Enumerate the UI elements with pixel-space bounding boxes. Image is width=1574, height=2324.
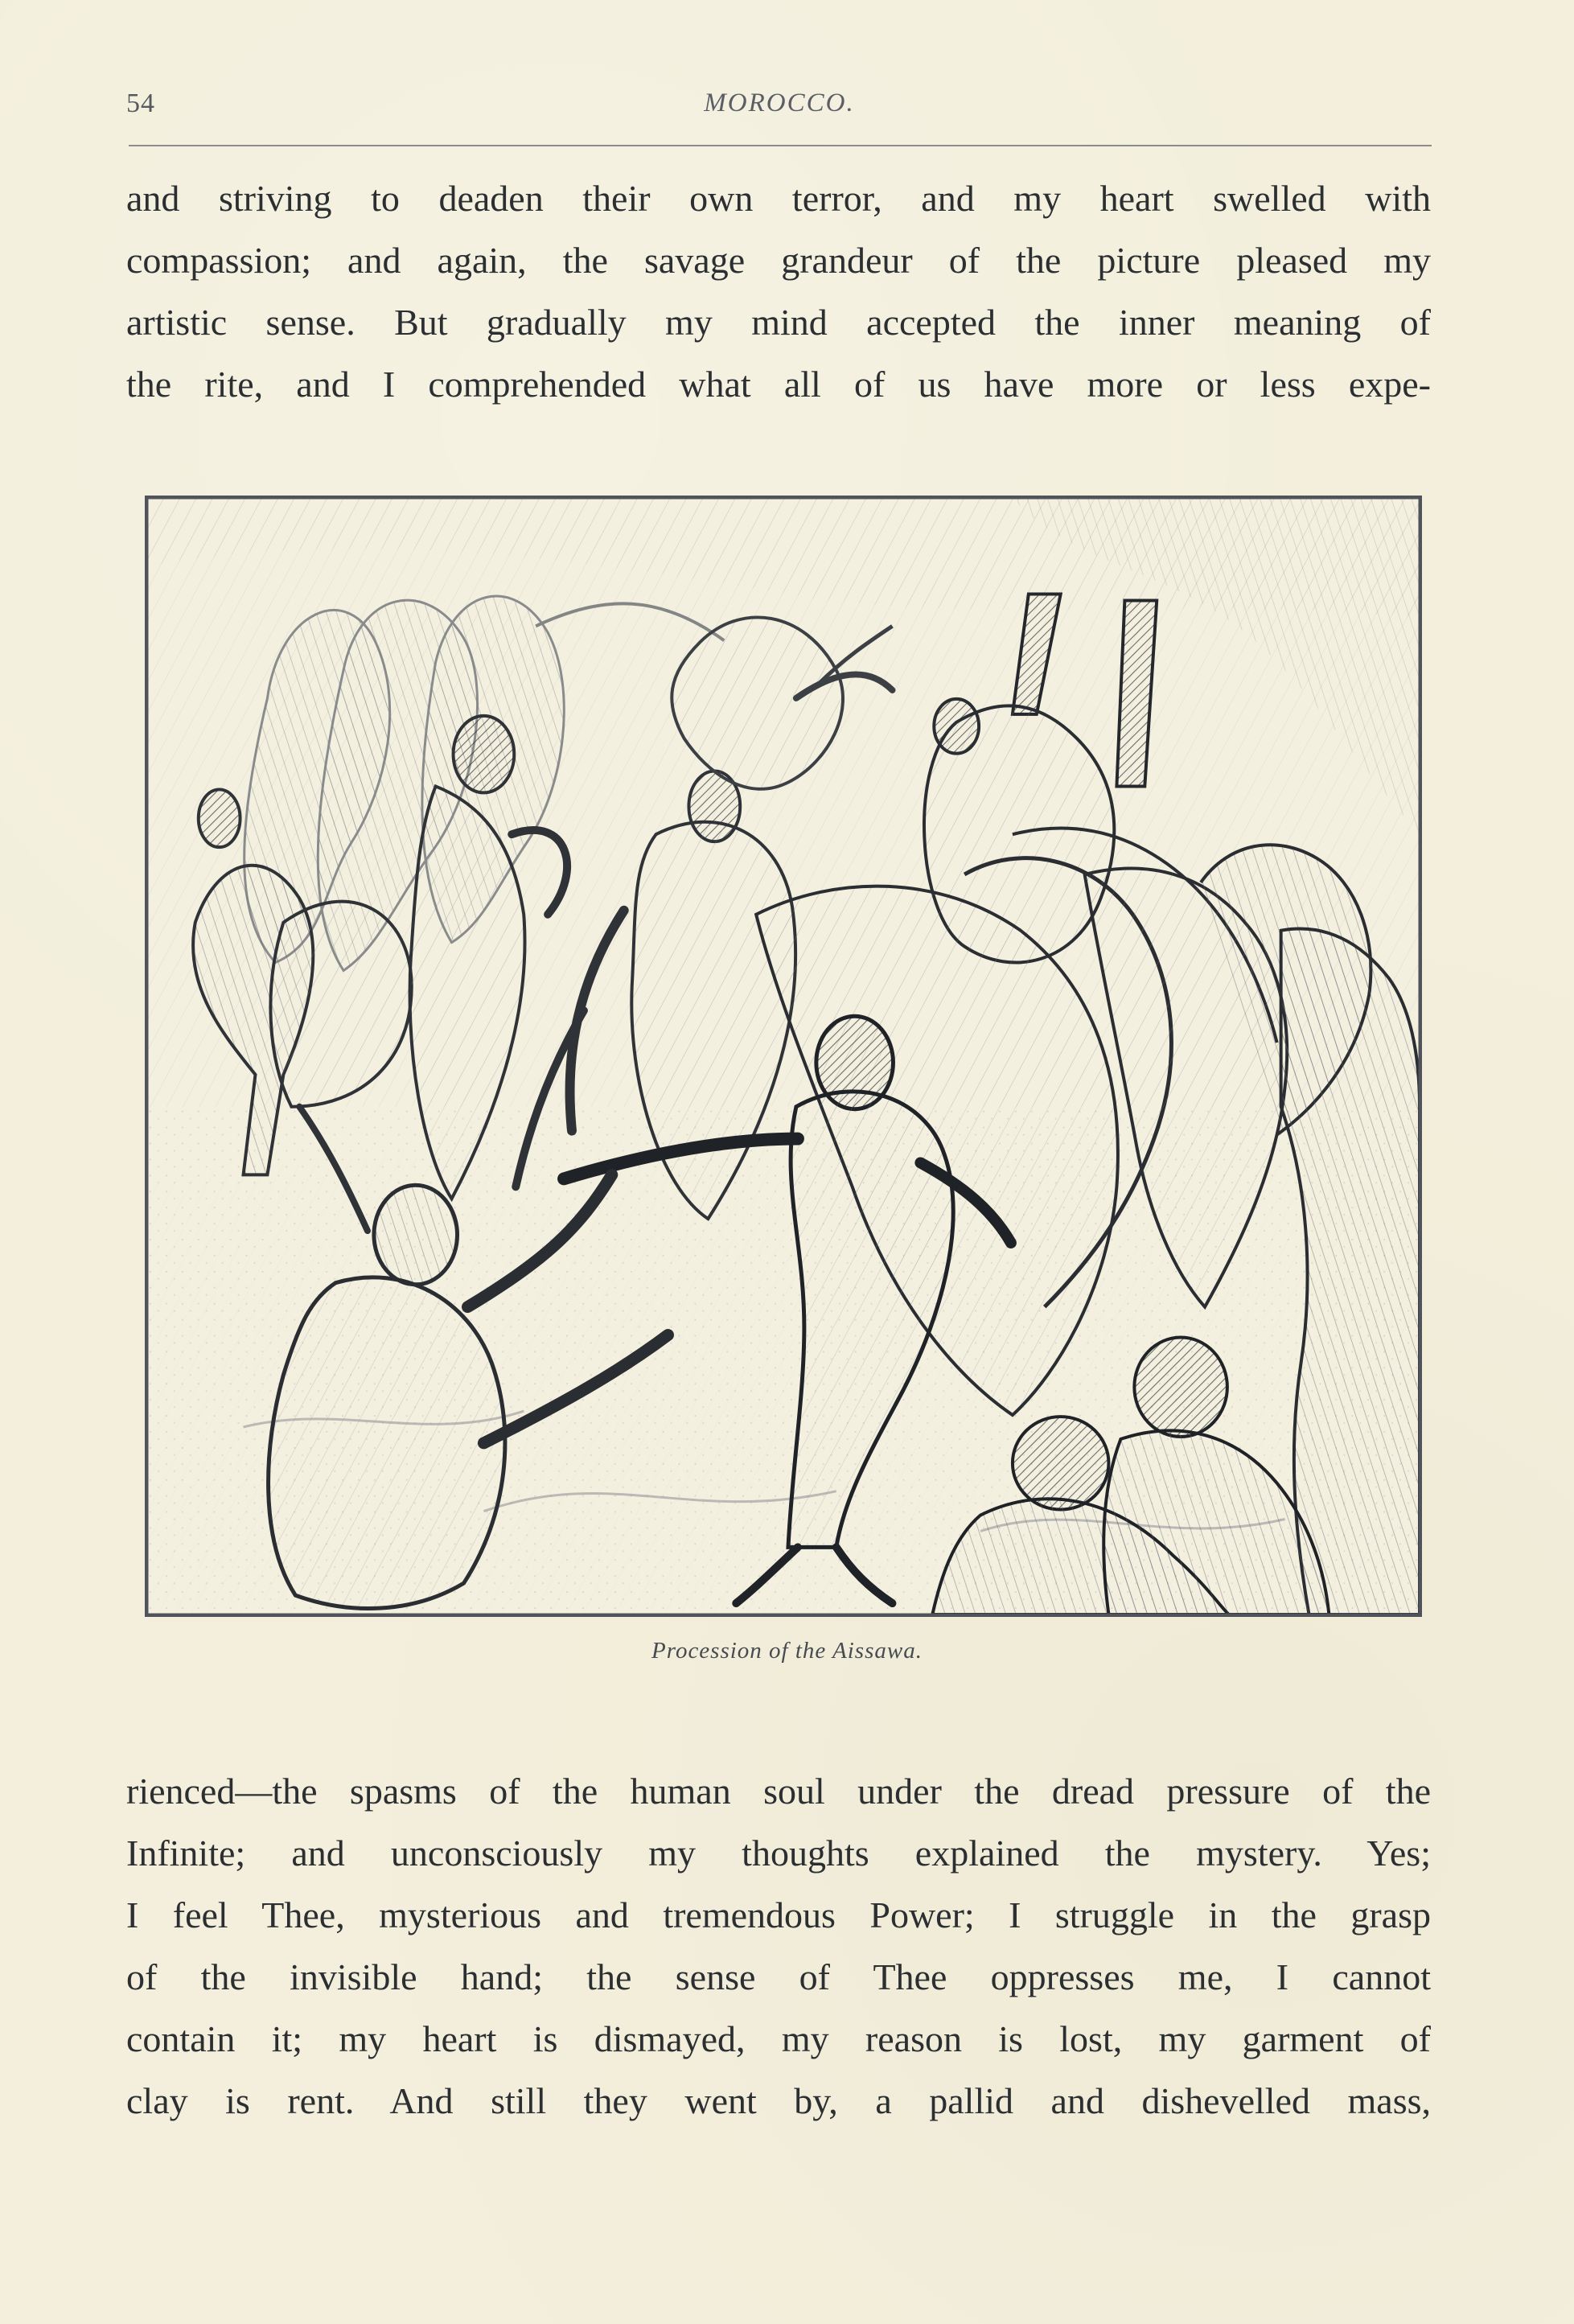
text-line: Infinite; and unconsciously my thoughts explained the mystery. Yes; <box>126 1832 1431 1874</box>
top-paragraph <box>126 167 1431 415</box>
text-line: the rite, and I comprehended what all of us have more or less expe- <box>126 364 1431 405</box>
text-line: I feel Thee, mysterious and tremendous Power; I struggle in the grasp <box>126 1894 1431 1935</box>
running-head <box>126 84 1432 127</box>
text-line: of the invisible hand; the sense of Thee oppresses me, I cannot <box>126 1956 1431 1997</box>
text-line: artistic sense. But gradually my mind accepted the inner meaning of <box>126 302 1431 343</box>
text-line: clay is rent. And still they went by, a pallid and dishevelled mass, <box>126 2080 1431 2121</box>
text-line: contain it; my heart is dismayed, my reason is lost, my garment of <box>126 2018 1431 2059</box>
bottom-paragraph <box>126 1760 1431 2132</box>
engraving-illustration <box>145 496 1422 1617</box>
header-rule <box>129 145 1432 146</box>
engraving-art <box>147 498 1420 1614</box>
text-line: compassion; and again, the savage grandeur of the picture pleased my <box>126 240 1431 281</box>
text-line: and striving to deaden their own terror, and my heart swelled with <box>126 178 1431 219</box>
text-line: rienced—the spasms of the human soul under the dread pressure of the <box>126 1771 1431 1812</box>
page-number: 54 <box>126 88 155 118</box>
running-title: MOROCCO. <box>704 88 855 117</box>
figure-caption: Procession of the Aissawa. <box>651 1638 923 1664</box>
